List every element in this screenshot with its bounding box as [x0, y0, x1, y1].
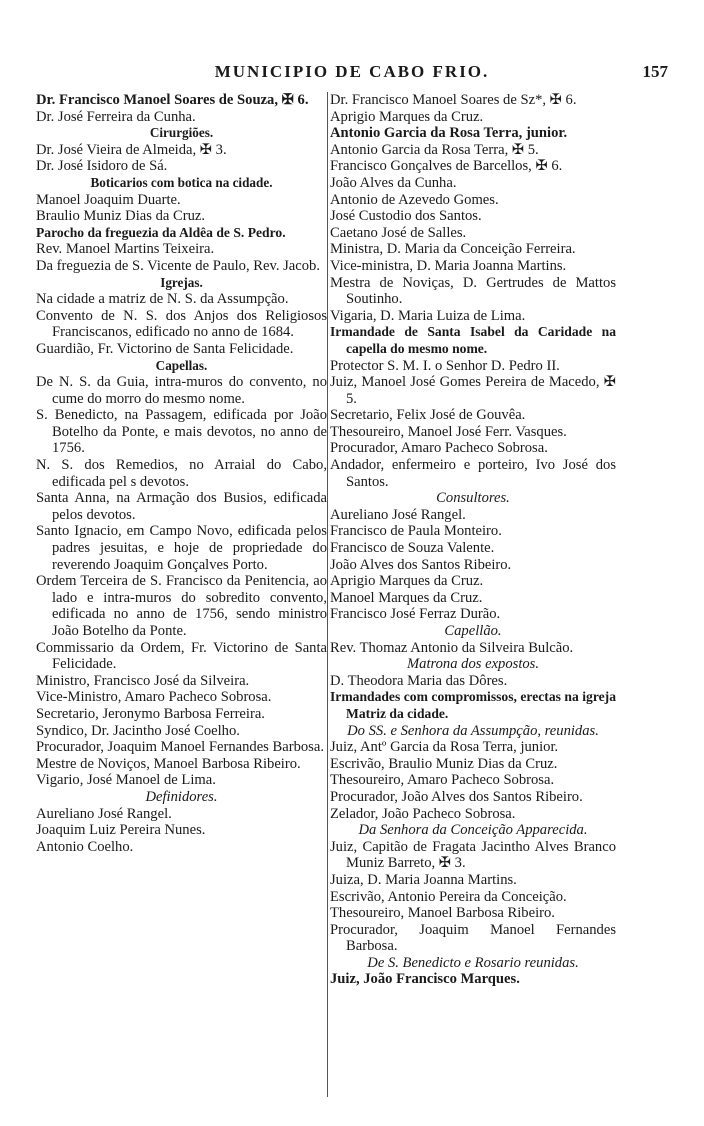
- subsection-heading: Matrona dos expostos.: [406, 656, 539, 673]
- entry-line: Mestre de Noviços, Manoel Barbosa Ribeiro.: [36, 755, 301, 772]
- subsection-heading: De S. Benedicto e Rosario reunidas.: [367, 954, 579, 971]
- entry-line: Juiz, Antº Garcia da Rosa Terra, junior.: [330, 739, 559, 756]
- entry-line: Syndico, Dr. Jacintho José Coelho.: [36, 722, 240, 739]
- left-column: [36, 92, 327, 855]
- subsection-heading: Definidores.: [145, 788, 218, 805]
- entry-line: Antonio Garcia da Rosa Terra, junior.: [330, 125, 568, 142]
- entry-line: Santo Ignacio, em Campo Novo, edificada pelos padres jesuitas, e hoje de propriedade do reverendo Joaquim Gonçalves Porto.: [36, 523, 327, 573]
- entry-line: Thesoureiro, Amaro Pacheco Sobrosa.: [330, 772, 555, 789]
- entry-line: Secretario, Felix José de Gouvêa.: [330, 407, 526, 424]
- entry-line: Procurador, Joaquim Manoel Fernandes Barbosa.: [36, 739, 324, 756]
- entry-line: Juiz, João Francisco Marques.: [330, 971, 520, 988]
- section-heading: Parocho da freguezia da Aldêa de S. Pedro.: [36, 224, 286, 240]
- entry-line: Aprigio Marques da Cruz.: [330, 573, 484, 590]
- page-header: [36, 62, 668, 86]
- section-heading: Igrejas.: [160, 274, 203, 290]
- entry-line: Braulio Muniz Dias da Cruz.: [36, 208, 206, 225]
- entry-line: D. Theodora Maria das Dôres.: [330, 672, 508, 689]
- entry-line: N. S. dos Remedios, no Arraial do Cabo, edificada pel s devotos.: [36, 457, 327, 490]
- entry-line: José Custodio dos Santos.: [330, 208, 482, 225]
- entry-line: Aureliano José Rangel.: [36, 805, 172, 822]
- entry-line: Vice-ministra, D. Maria Joanna Martins.: [330, 257, 567, 274]
- entry-line: Vice-Ministro, Amaro Pacheco Sobrosa.: [36, 689, 272, 706]
- subsection-heading: Consultores.: [436, 490, 510, 507]
- entry-line: Ministro, Francisco José da Silveira.: [36, 672, 250, 689]
- entry-line: Manoel Joaquim Duarte.: [36, 191, 181, 208]
- entry-line: Juiz, Capitão de Fragata Jacintho Alves Branco Muniz Barreto, ✠ 3.: [330, 838, 616, 872]
- entry-line: Aureliano José Rangel.: [330, 506, 466, 523]
- section-heading: Irmandades com compromissos, erectas na igreja Matriz da cidade.: [330, 689, 616, 721]
- entry-line: Na cidade a matriz de N. S. da Assumpção.: [36, 291, 289, 308]
- section-heading: Capellas.: [155, 357, 208, 373]
- entry-line: Mestra de Noviças, D. Gertrudes de Mattos Soutinho.: [330, 274, 616, 308]
- entry-line: Caetano José de Salles.: [330, 224, 467, 241]
- entry-line: Juiz, Manoel José Gomes Pereira de Macedo, ✠ 5.: [330, 374, 616, 407]
- entry-line: Aprigio Marques da Cruz.: [330, 108, 484, 125]
- entry-line: Antonio de Azevedo Gomes.: [330, 191, 499, 208]
- entry-line: Protector S. M. I. o Senhor D. Pedro II.: [330, 357, 560, 374]
- entry-line: Procurador, Amaro Pacheco Sobrosa.: [330, 440, 548, 457]
- entry-line: Rev. Manoel Martins Teixeira.: [36, 241, 215, 258]
- entry-line: Ordem Terceira de S. Francisco da Penitencia, ao lado e intra-muros do sobredito convento, edificada no anno de 1756, sendo ministro João Botelho da Ponte.: [36, 573, 327, 639]
- entry-line: Procurador, Joaquim Manoel Fernandes Barbosa.: [330, 921, 616, 955]
- entry-line: Dr. José Vieira de Almeida, ✠ 3.: [36, 141, 227, 158]
- entry-line: Francisco Gonçalves de Barcellos, ✠ 6.: [330, 158, 563, 175]
- entry-line: Dr. José Ferreira da Cunha.: [36, 108, 196, 125]
- entry-line: S. Benedicto, na Passagem, edificada por João Botelho da Ponte, e mais devotos, no anno de 1756.: [36, 407, 327, 457]
- entry-line: Thesoureiro, Manoel Barbosa Ribeiro.: [330, 905, 555, 922]
- entry-line: Dr. Francisco Manoel Soares de Souza, ✠ 6.: [36, 92, 309, 108]
- entry-line: Joaquim Luiz Pereira Nunes.: [36, 822, 206, 839]
- entry-line: Francisco de Souza Valente.: [330, 540, 495, 557]
- page-number: 157: [642, 62, 668, 81]
- subsection-heading: Do SS. e Senhora da Assumpção, reunidas.: [347, 722, 599, 739]
- entry-line: De N. S. da Guia, intra-muros do convento, no cume do morro do mesmo nome.: [36, 374, 327, 407]
- entry-line: Escrivão, Antonio Pereira da Conceição.: [330, 888, 567, 905]
- entry-line: Dr. José Isidoro de Sá.: [36, 158, 168, 175]
- entry-line: Thesoureiro, Manoel José Ferr. Vasques.: [330, 423, 567, 440]
- entry-line: Antonio Garcia da Rosa Terra, ✠ 5.: [330, 141, 539, 158]
- entry-line: João Alves da Cunha.: [330, 174, 457, 191]
- entry-line: Francisco José Ferraz Durão.: [330, 606, 501, 623]
- section-heading: Irmandade de Santa Isabel da Caridade na capella do mesmo nome.: [330, 324, 616, 356]
- entry-line: Vigario, José Manoel de Lima.: [36, 772, 216, 789]
- entry-line: Vigaria, D. Maria Luiza de Lima.: [330, 307, 526, 324]
- entry-line: Convento de N. S. dos Anjos dos Religiosos Franciscanos, edificado no anno de 1684.: [36, 307, 327, 341]
- subsection-heading: Da Senhora da Conceição Apparecida.: [358, 822, 588, 839]
- entry-line: Commissario da Ordem, Fr. Victorino de Santa Felicidade.: [36, 639, 327, 673]
- subsection-heading: Capellão.: [444, 623, 502, 639]
- section-heading: Cirurgiões.: [149, 125, 214, 141]
- entry-line: Andador, enfermeiro e porteiro, Ivo José dos Santos.: [330, 457, 616, 490]
- section-heading: Boticarios com botica na cidade.: [90, 174, 273, 190]
- entry-line: Secretario, Jeronymo Barbosa Ferreira.: [36, 705, 265, 722]
- entry-line: Antonio Coelho.: [36, 838, 134, 855]
- entry-line: Francisco de Paula Monteiro.: [330, 523, 502, 540]
- entry-line: Rev. Thomaz Antonio da Silveira Bulcão.: [330, 639, 574, 656]
- entry-line: Santa Anna, na Armação dos Busios, edificada pelos devotos.: [36, 490, 327, 523]
- entry-line: Manoel Marques da Cruz.: [330, 589, 483, 606]
- entry-line: Juiza, D. Maria Joanna Martins.: [330, 871, 517, 888]
- entry-line: Da freguezia de S. Vicente de Paulo, Rev. Jacob.: [36, 257, 321, 274]
- entry-line: Ministra, D. Maria da Conceição Ferreira.: [330, 241, 576, 258]
- right-column: [330, 92, 616, 988]
- column-divider: [327, 92, 328, 1097]
- page-title: MUNICIPIO DE CABO FRIO.: [214, 62, 490, 81]
- entry-line: Escrivão, Braulio Muniz Dias da Cruz.: [330, 755, 558, 772]
- entry-line: João Alves dos Santos Ribeiro.: [330, 556, 512, 573]
- entry-line: Guardião, Fr. Victorino de Santa Felicidade.: [36, 340, 294, 357]
- entry-line: Dr. Francisco Manoel Soares de Sz*, ✠ 6.: [330, 92, 577, 108]
- entry-line: Zelador, João Pacheco Sobrosa.: [330, 805, 516, 822]
- entry-line: Procurador, João Alves dos Santos Ribeiro.: [330, 788, 583, 805]
